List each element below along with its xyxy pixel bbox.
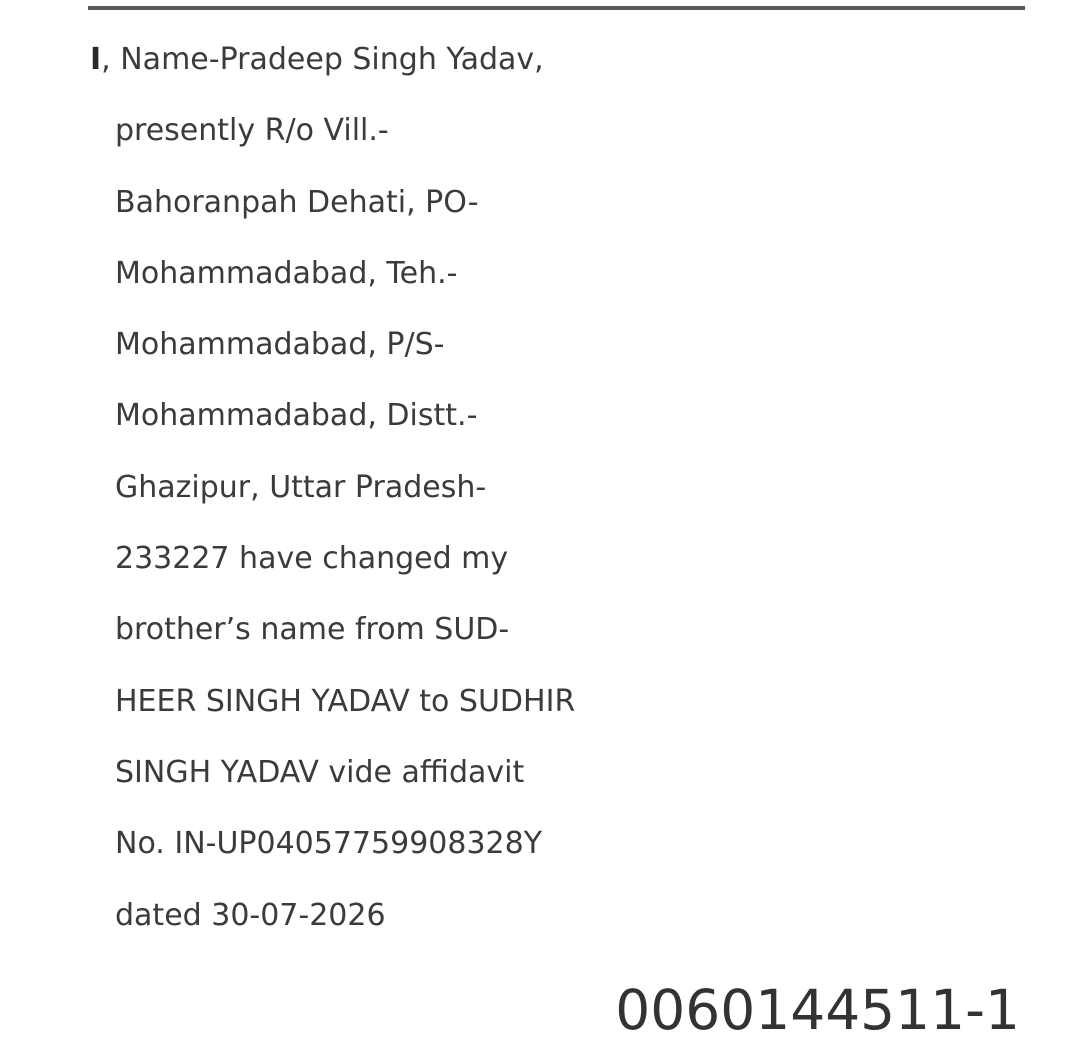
notice-line-12: No. IN-UP04057759908328Y [115,826,543,862]
reference-number: 0060144511-1 [615,978,1020,1042]
notice-line-10: HEER SINGH YADAV to SUDHIR [115,683,576,719]
notice-line-4: Mohammadabad, Teh.- [115,255,458,291]
notice-line-11: SINGH YADAV vide affidavit [115,754,525,790]
notice-line-7: Ghazipur, Uttar Pradesh- [115,469,487,505]
notice-lead: I [90,42,102,77]
notice-line-1 [0,24,1080,95]
notice-line-6: Mohammadabad, Distt.- [115,398,478,434]
top-rule [88,6,1025,10]
notice-line-13: dated 30-07-2026 [115,897,386,933]
notice-line-2: presently R/o Vill.- [115,113,389,149]
notice-line-8: 233227 have changed my [115,541,509,577]
notice-line-5: Mohammadabad, P/S- [115,327,445,363]
notice-line-9: brother’s name from SUD- [115,612,510,648]
notice-line-3: Bahoranpah Dehati, PO- [115,184,479,220]
notice-first-line: , Name-Pradeep Singh Yadav, [101,42,544,77]
notice-text [0,24,1080,951]
